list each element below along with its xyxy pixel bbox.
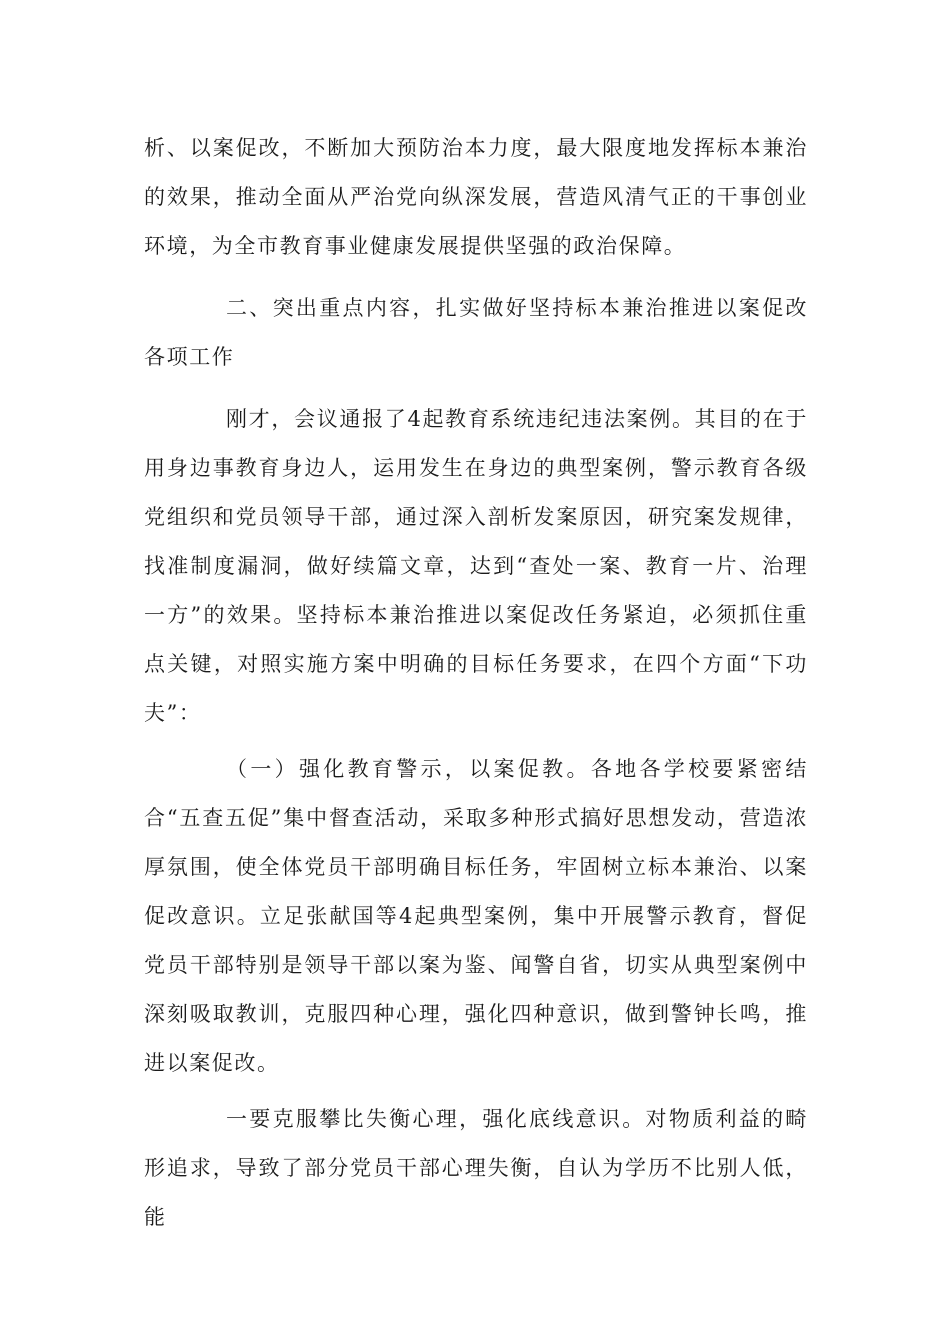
paragraph-case-report: 刚才，会议通报了4起教育系统违纪违法案例。其目的在于用身边事教育身边人，运用发生在身边的典型案例，警示教育各级党组织和党员领导干部，通过深入剖析发案原因，研究案发规律，找准制度漏洞，做好续篇文章，达到“查处一案、教育一片、治理一方”的效果。坚持标本兼治推进以案促改任务紧迫，必须抓住重点关键，对照实施方案中明确的目标任务要求，在四个方面“下功夫”： (144, 407, 808, 725)
paragraph-continuation: 析、以案促改，不断加大预防治本力度，最大限度地发挥标本兼治的效果，推动全面从严治党向纵深发展，营造风清气正的干事创业环境，为全市教育事业健康发展提供坚强的政治保障。 (144, 136, 808, 258)
paragraph-subsection-one: （一）强化教育警示，以案促教。各地各学校要紧密结合“五查五促”集中督查活动，采取多种形式搞好思想发动，营造浓厚氛围，使全体党员干部明确目标任务，牢固树立标本兼治、以案促改意识。立足张献国等4起典型案例，集中开展警示教育，督促党员干部特别是领导干部以案为鉴、闻警自省，切实从典型案例中深刻吸取教训，克服四种心理，强化四种意识，做到警钟长鸣，推进以案促改。 (144, 757, 808, 1075)
paragraph-point-one: 一要克服攀比失衡心理，强化底线意识。对物质利益的畸形追求，导致了部分党员干部心理失衡，自认为学历不比别人低，能 (144, 1107, 808, 1229)
document-body (144, 124, 808, 1242)
section-heading: 二、突出重点内容，扎实做好坚持标本兼治推进以案促改各项工作 (144, 296, 808, 369)
